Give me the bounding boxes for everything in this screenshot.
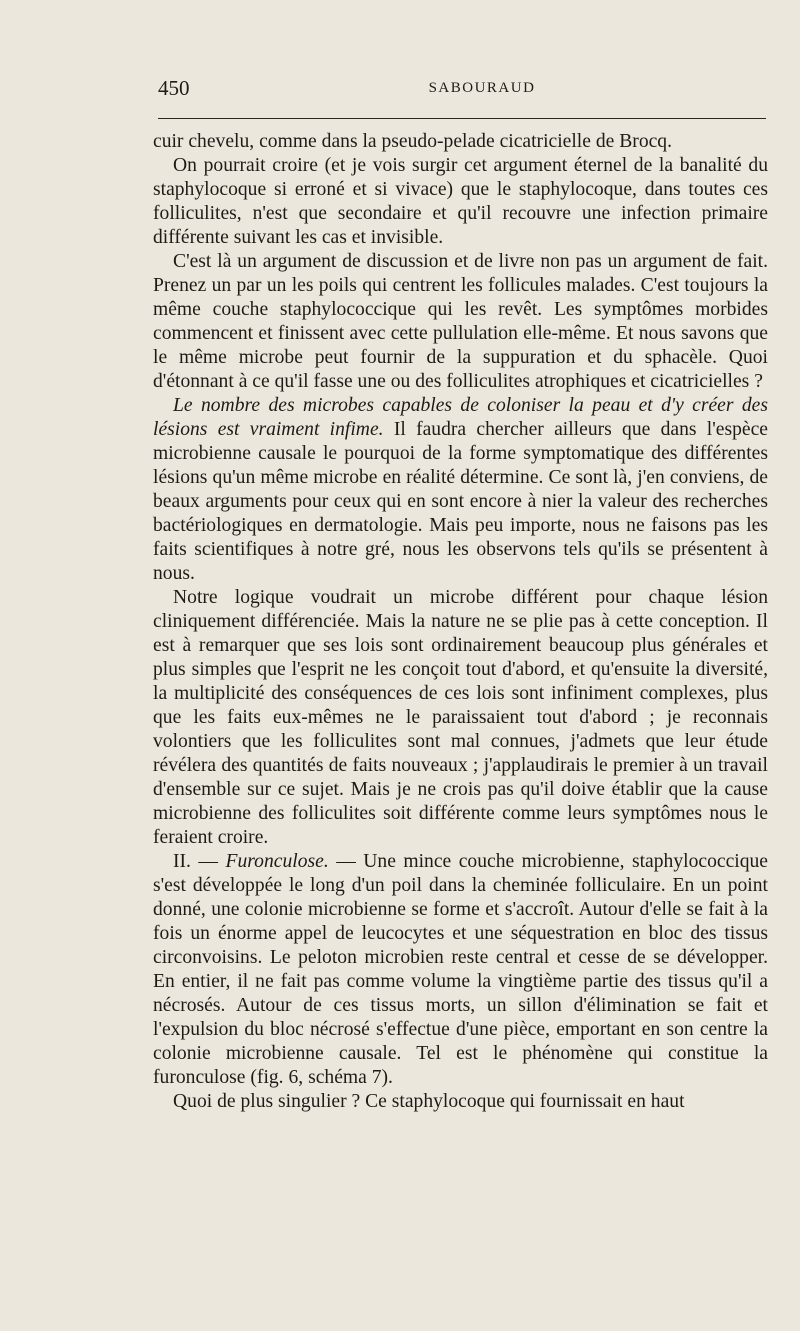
paragraph-text: Il faudra chercher ailleurs que dans l'espèce microbienne causale le pourquoi de la forme symptomatique des différentes lésions qu'un même microbe en réalité détermine. Ce sont là, j'en conviens, de beaux arguments pour ceux qui en sont encore à nier la valeur des recherches bactériologiques en dermatologie. Mais peu importe, nous ne faisons pas les faits scientifiques à notre gré, nous les observons tels qu'ils se présentent à nous. — [153, 419, 768, 584]
running-title: SABOURAUD — [428, 80, 536, 96]
paragraph-text: cuir chevelu, comme dans la pseudo-pelade cicatricielle de Brocq. — [153, 131, 673, 152]
section-title: Furonculose. — [225, 851, 329, 872]
paragraph-text: — Une mince couche microbienne, staphylococcique s'est développée le long d'un poil dans la cheminée folliculaire. En un point donné, une colonie microbienne se forme et s'accroît. Autour d'elle se fait à la fois un énorme appel de leucocytes et une séquestration en bloc des tissus circonvoisins. Le peloton microbien reste central et cesse de se développer. En entier, il ne fait pas comme volume la vingtième partie des tissus qu'il a nécrosés. Autour de ces tissus morts, un sillon d'élimination se fait et l'expulsion du bloc nécrosé s'effectue d'une pièce, emportant en son centre la colonie microbienne causale. Tel est le phénomène qui constitue la furonculose (fig. 6, schéma 7). — [153, 851, 768, 1088]
paragraph-2 — [153, 154, 768, 250]
body-text — [153, 130, 768, 1114]
page-header — [156, 76, 768, 106]
paragraph-6 — [153, 850, 768, 1090]
paragraph-7 — [153, 1090, 768, 1114]
italic-thesis: Le nombre des microbes capables de coloniser la peau et d'y créer des lésions est vraiment infime. — [153, 395, 768, 440]
paragraph-text: On pourrait croire (et je vois surgir cet argument éternel de la banalité du staphylocoque si erroné et si vivace) que le staphylocoque, dans toutes ces folliculites, n'est que secondaire et qu'il recouvre une infection primaire différente suivant les cas et invisible. — [153, 155, 768, 248]
paragraph-text: Notre logique voudrait un microbe différent pour chaque lésion cliniquement différenciée. Mais la nature ne se plie pas à cette conception. Il est à remarquer que ses lois sont ordinairement beaucoup plus générales et plus simples que l'esprit ne les conçoit tout d'abord, et qu'ensuite la diversité, la multiplicité des conséquences de ces lois sont infiniment complexes, plus que les faits eux-mêmes ne le paraissaient tout d'abord ; je reconnais volontiers que les folliculites sont mal connues, j'admets que leur étude révélera des quantités de faits nouveaux ; j'applaudirais le premier à un travail d'ensemble sur ce sujet. Mais je ne crois pas qu'il doive établir que la cause microbienne des folliculites soit différente comme leurs symptômes nous le feraient croire. — [153, 587, 768, 848]
paragraph-text: Quoi de plus singulier ? Ce staphylocoque qui fournissait en haut — [173, 1091, 685, 1112]
paragraph-4 — [153, 394, 768, 586]
paragraph-1 — [153, 130, 768, 154]
paragraph-3 — [153, 250, 768, 394]
paragraph-5 — [153, 586, 768, 850]
header-rule — [158, 118, 766, 119]
page-number: 450 — [158, 76, 190, 100]
paragraph-text: C'est là un argument de discussion et de livre non pas un argument de fait. Prenez un par un les poils qui centrent les follicules malades. C'est toujours la même couche staphylococcique qui les revêt. Les symptômes morbides commencent et finissent avec cette pullulation elle-même. Et nous savons que le même microbe peut fournir de la suppuration et du sphacèle. Quoi d'étonnant à ce qu'il fasse une ou des folliculites atrophiques et cicatricielles ? — [153, 251, 768, 392]
section-number: II. — — [173, 851, 226, 872]
